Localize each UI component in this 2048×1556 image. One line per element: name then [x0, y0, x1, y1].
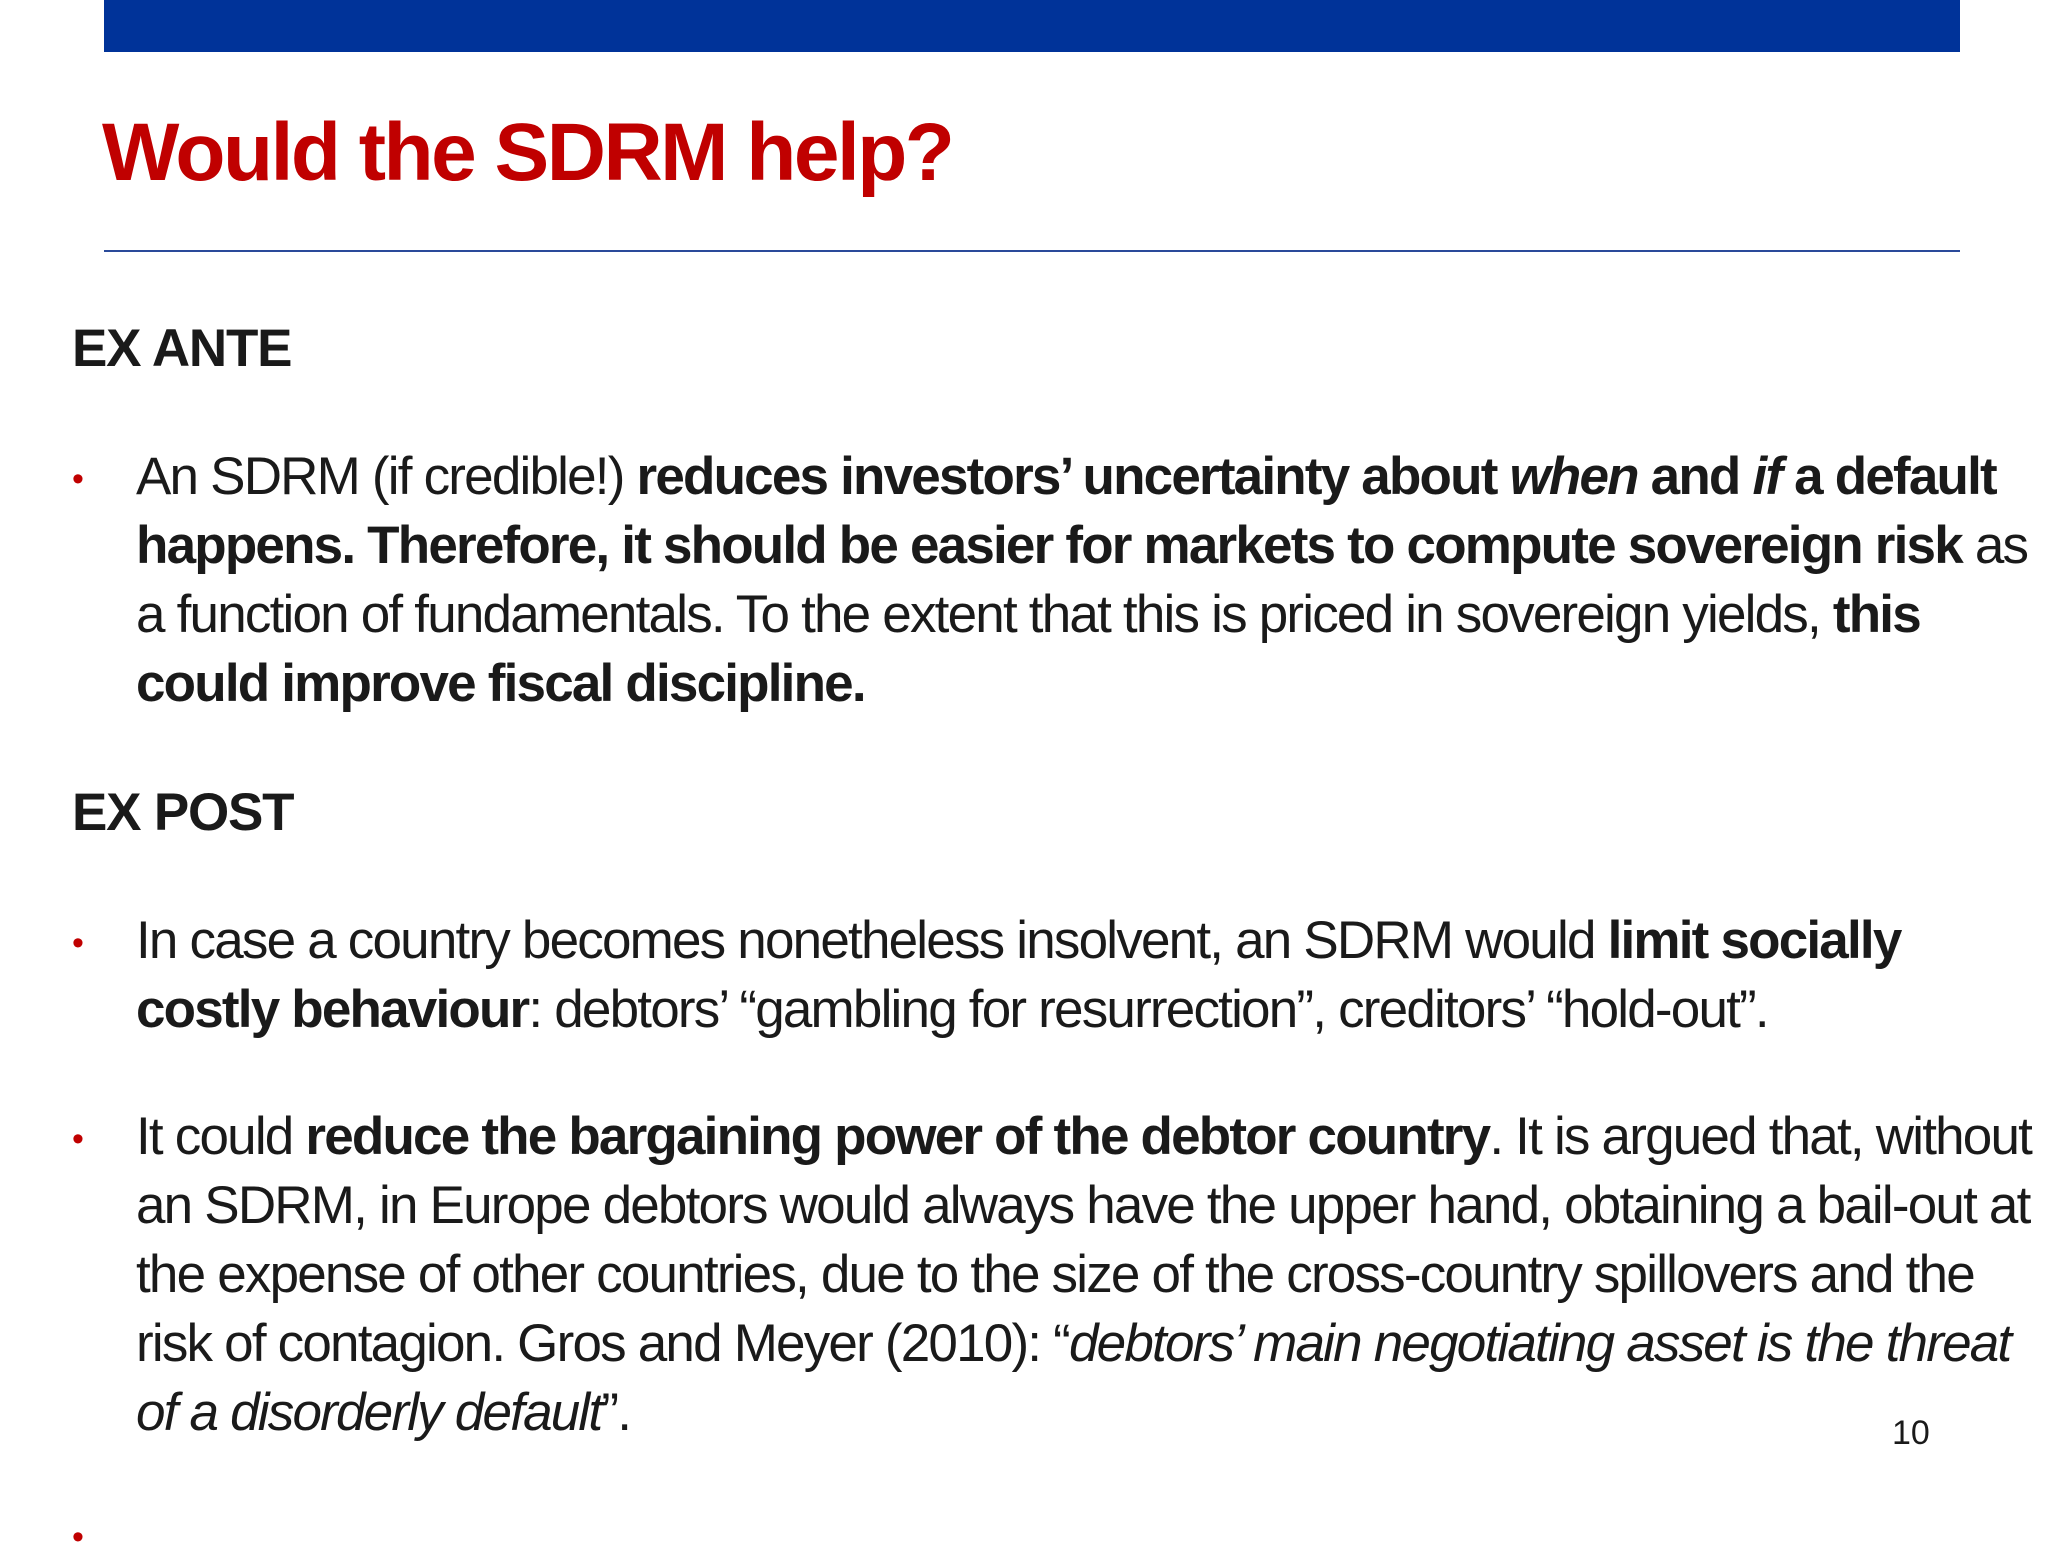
- text-run-bold-italic: when: [1509, 447, 1638, 506]
- bullet-text: [136, 1102, 2032, 1447]
- text-run-bold: a default happens. Therefore, it should be easier for markets to compute sovereign risk: [136, 447, 1996, 575]
- section-heading-ex-ante: EX ANTE: [72, 319, 292, 378]
- page-number: 10: [1892, 1414, 1930, 1452]
- text-run-bold: limit socially costly behaviour: [136, 911, 1901, 1039]
- header-bar: [104, 0, 1960, 52]
- bullet-text: [136, 442, 2032, 718]
- text-run: It could: [136, 1107, 306, 1166]
- section-heading-ex-post: EX POST: [72, 783, 294, 842]
- text-run-bold: reduce the bargaining power of the debtor country: [305, 1107, 1490, 1166]
- text-run: ”.: [601, 1383, 631, 1442]
- text-run: . It is argued that, without an SDRM, in Europe debtors would always have the upper hand, obtaining a bail-out at the expense of other countries, due to the size of the cross-country spillovers and the risk of contagion. Gros and Meyer (2010): “: [136, 1107, 2032, 1373]
- text-run-bold: and: [1637, 447, 1753, 506]
- text-run: as a function of fundamentals. To the extent that this is priced in sovereign yields,: [136, 516, 2028, 644]
- text-run-italic: debtors’ main negotiating asset is the threat of a disorderly default: [136, 1314, 2011, 1442]
- bullet-icon: •: [72, 460, 84, 498]
- text-run-bold-italic: if: [1752, 447, 1782, 506]
- text-run: In case a country becomes nonetheless insolvent, an SDRM would: [136, 911, 1608, 970]
- title-divider: [104, 250, 1960, 252]
- bullet-icon: •: [72, 924, 84, 962]
- bullet-icon: •: [72, 1120, 84, 1158]
- text-run: An SDRM (if credible!): [136, 447, 637, 506]
- bullet-text: [136, 906, 2032, 1044]
- text-run: : debtors’ “gambling for resurrection”, creditors’ “hold-out”.: [528, 980, 1768, 1039]
- bullet-icon: •: [72, 1518, 84, 1556]
- slide-title: Would the SDRM help?: [102, 107, 953, 198]
- text-run-bold: this could improve fiscal discipline.: [136, 585, 1920, 713]
- text-run-bold: reduces investors’ uncertainty about: [636, 447, 1510, 506]
